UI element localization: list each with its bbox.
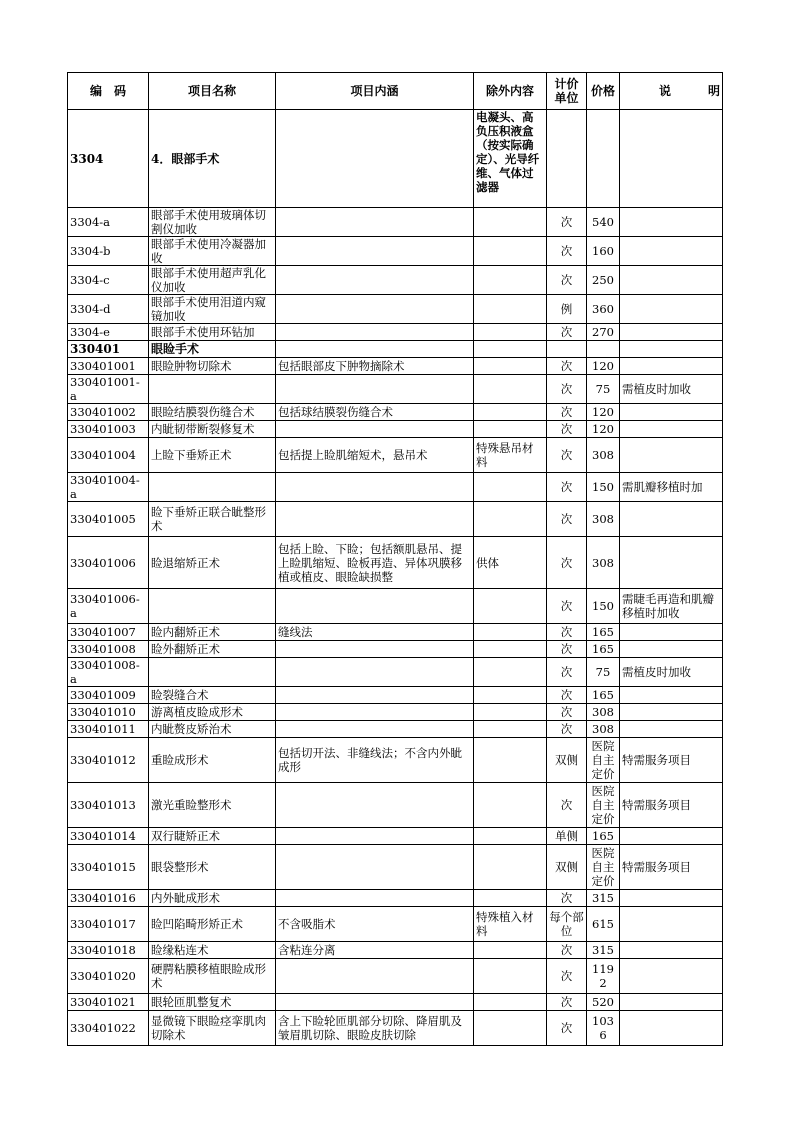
header-code: 编 码: [68, 73, 149, 110]
cell-unit: 次: [547, 704, 587, 721]
cell-remark: 需植皮时加收: [620, 375, 723, 404]
cell-price: 540: [587, 208, 620, 237]
cell-remark: [620, 266, 723, 295]
cell-content: [276, 783, 474, 828]
cell-price: 120: [587, 358, 620, 375]
table-row: [68, 375, 723, 404]
cell-price: 308: [587, 704, 620, 721]
table-row: [68, 959, 723, 994]
header-price: 价格: [587, 73, 620, 110]
table-row: [68, 502, 723, 537]
cell-content: [276, 324, 474, 341]
cell-name: 游离植皮睑成形术: [149, 704, 276, 721]
cell-remark: [620, 907, 723, 942]
cell-code: 330401022: [68, 1011, 149, 1046]
cell-unit: 单侧: [547, 828, 587, 845]
price-table: [67, 72, 723, 1046]
cell-exclude: [474, 324, 547, 341]
cell-content: [276, 994, 474, 1011]
cell-name: 睑下垂矫正联合眦整形术: [149, 502, 276, 537]
table-row: [68, 589, 723, 624]
cell-code: 330401010: [68, 704, 149, 721]
cell-code: 330401007: [68, 624, 149, 641]
cell-exclude: [474, 358, 547, 375]
cell-content: 包括提上睑肌缩短术，悬吊术: [276, 438, 474, 473]
table-row: [68, 845, 723, 890]
cell-remark: [620, 641, 723, 658]
cell-exclude: [474, 641, 547, 658]
table-row: [68, 473, 723, 502]
cell-code: 330401009: [68, 687, 149, 704]
cell-name: [149, 375, 276, 404]
cell-remark: [620, 110, 723, 208]
cell-code: 3304-d: [68, 295, 149, 324]
cell-name: 睑外翻矫正术: [149, 641, 276, 658]
cell-content: [276, 589, 474, 624]
cell-content: 不含吸脂术: [276, 907, 474, 942]
cell-exclude: [474, 783, 547, 828]
cell-exclude: [474, 404, 547, 421]
cell-price: 医院自主定价: [587, 738, 620, 783]
cell-price: 270: [587, 324, 620, 341]
cell-unit: 双侧: [547, 738, 587, 783]
cell-name: 重睑成形术: [149, 738, 276, 783]
cell-unit: 次: [547, 473, 587, 502]
cell-name: 内眦赘皮矫治术: [149, 721, 276, 738]
cell-content: [276, 721, 474, 738]
cell-name: 眼部手术使用超声乳化仪加收: [149, 266, 276, 295]
cell-exclude: [474, 624, 547, 641]
cell-content: [276, 828, 474, 845]
cell-code: 330401006-a: [68, 589, 149, 624]
cell-name: 睑凹陷畸形矫正术: [149, 907, 276, 942]
cell-content: 包括上睑、下睑；包括额肌悬吊、提上睑肌缩短、睑板再造、异体巩膜移植或植皮、眼睑缺损整: [276, 537, 474, 589]
cell-exclude: [474, 959, 547, 994]
cell-exclude: [474, 295, 547, 324]
table-row: [68, 624, 723, 641]
cell-unit: [547, 341, 587, 358]
cell-exclude: 供体: [474, 537, 547, 589]
header-content: 项目内涵: [276, 73, 474, 110]
cell-price: 120: [587, 421, 620, 438]
cell-exclude: [474, 721, 547, 738]
cell-unit: 次: [547, 537, 587, 589]
cell-remark: 特需服务项目: [620, 845, 723, 890]
cell-exclude: [474, 1011, 547, 1046]
cell-code: 330401002: [68, 404, 149, 421]
cell-price: 医院自主定价: [587, 783, 620, 828]
cell-name: [149, 658, 276, 687]
cell-price: 308: [587, 438, 620, 473]
cell-exclude: [474, 687, 547, 704]
table-row: [68, 994, 723, 1011]
cell-unit: 次: [547, 942, 587, 959]
cell-unit: 次: [547, 687, 587, 704]
cell-code: 3304: [68, 110, 149, 208]
cell-content: [276, 658, 474, 687]
cell-name: 内外眦成形术: [149, 890, 276, 907]
cell-name: 内眦韧带断裂修复术: [149, 421, 276, 438]
cell-content: 包括切开法、非缝线法；不含内外眦成形: [276, 738, 474, 783]
cell-name: 眼轮匝肌整复术: [149, 994, 276, 1011]
cell-name: 睑内翻矫正术: [149, 624, 276, 641]
cell-remark: 需肌瓣移植时加: [620, 473, 723, 502]
cell-content: [276, 295, 474, 324]
cell-unit: 次: [547, 721, 587, 738]
cell-price: 165: [587, 624, 620, 641]
cell-code: 330401014: [68, 828, 149, 845]
cell-price: 315: [587, 942, 620, 959]
cell-exclude: [474, 704, 547, 721]
table-row: [68, 738, 723, 783]
cell-name: 4．眼部手术: [149, 110, 276, 208]
cell-content: 包括球结膜裂伤缝合术: [276, 404, 474, 421]
cell-content: 缝线法: [276, 624, 474, 641]
table-row: [68, 907, 723, 942]
cell-price: [587, 341, 620, 358]
cell-unit: 次: [547, 624, 587, 641]
cell-name: 睑退缩矫正术: [149, 537, 276, 589]
cell-code: 330401001: [68, 358, 149, 375]
table-row: [68, 641, 723, 658]
cell-unit: 次: [547, 994, 587, 1011]
cell-exclude: 特殊植入材料: [474, 907, 547, 942]
table-row: [68, 358, 723, 375]
cell-code: 330401016: [68, 890, 149, 907]
cell-price: 165: [587, 687, 620, 704]
cell-exclude: [474, 828, 547, 845]
cell-content: [276, 110, 474, 208]
table-row: [68, 324, 723, 341]
group-row: [68, 110, 723, 208]
cell-exclude: [474, 502, 547, 537]
table-row: [68, 890, 723, 907]
cell-name: 眼睑结膜裂伤缝合术: [149, 404, 276, 421]
table-row: [68, 404, 723, 421]
cell-unit: 次: [547, 421, 587, 438]
cell-unit: 次: [547, 358, 587, 375]
cell-name: 眼睑手术: [149, 341, 276, 358]
cell-unit: 次: [547, 208, 587, 237]
cell-exclude: [474, 473, 547, 502]
cell-name: 双行睫矫正术: [149, 828, 276, 845]
table-row: [68, 295, 723, 324]
cell-content: 包括眼部皮下肿物摘除术: [276, 358, 474, 375]
cell-unit: 次: [547, 641, 587, 658]
cell-remark: 特需服务项目: [620, 738, 723, 783]
group-row: [68, 341, 723, 358]
cell-exclude: [474, 421, 547, 438]
cell-code: 3304-e: [68, 324, 149, 341]
cell-code: 330401018: [68, 942, 149, 959]
table-row: [68, 1011, 723, 1046]
cell-exclude: [474, 266, 547, 295]
cell-unit: 次: [547, 237, 587, 266]
cell-name: 睑缘粘连术: [149, 942, 276, 959]
cell-unit: 每个部位: [547, 907, 587, 942]
cell-exclude: [474, 589, 547, 624]
header-unit: 计价单位: [547, 73, 587, 110]
cell-exclude: [474, 208, 547, 237]
cell-remark: 需睫毛再造和肌瓣移植时加收: [620, 589, 723, 624]
cell-code: 3304-a: [68, 208, 149, 237]
table-body: [68, 110, 723, 1046]
cell-content: [276, 641, 474, 658]
cell-name: 眼部手术使用环钻加: [149, 324, 276, 341]
cell-content: [276, 845, 474, 890]
table-row: [68, 704, 723, 721]
cell-unit: 次: [547, 324, 587, 341]
cell-code: 330401008-a: [68, 658, 149, 687]
header-remark-left: 说: [658, 84, 671, 98]
cell-price: 315: [587, 890, 620, 907]
cell-code: 330401003: [68, 421, 149, 438]
cell-exclude: [474, 890, 547, 907]
header-row: [68, 73, 723, 110]
cell-exclude: [474, 942, 547, 959]
cell-name: 硬腭粘膜移植眼睑成形术: [149, 959, 276, 994]
table-row: [68, 237, 723, 266]
cell-price: 1192: [587, 959, 620, 994]
cell-content: [276, 208, 474, 237]
cell-price: 615: [587, 907, 620, 942]
header-name: 项目名称: [149, 73, 276, 110]
cell-remark: 特需服务项目: [620, 783, 723, 828]
cell-name: 眼部手术使用冷凝器加收: [149, 237, 276, 266]
cell-unit: 次: [547, 502, 587, 537]
cell-unit: 次: [547, 783, 587, 828]
cell-remark: [620, 890, 723, 907]
cell-unit: 次: [547, 959, 587, 994]
cell-code: 330401006: [68, 537, 149, 589]
cell-price: 308: [587, 537, 620, 589]
cell-price: 120: [587, 404, 620, 421]
cell-remark: [620, 421, 723, 438]
cell-content: [276, 266, 474, 295]
cell-code: 330401012: [68, 738, 149, 783]
cell-code: 330401: [68, 341, 149, 358]
cell-exclude: [474, 375, 547, 404]
cell-code: 330401008: [68, 641, 149, 658]
cell-exclude: 电凝头、高负压积液盒（按实际确定）、光导纤维、气体过滤器: [474, 110, 547, 208]
cell-remark: [620, 537, 723, 589]
cell-remark: [620, 959, 723, 994]
cell-exclude: [474, 658, 547, 687]
cell-content: [276, 502, 474, 537]
cell-code: 330401020: [68, 959, 149, 994]
cell-name: 眼部手术使用泪道内窥镜加收: [149, 295, 276, 324]
cell-unit: 次: [547, 375, 587, 404]
cell-content: [276, 687, 474, 704]
cell-price: 医院自主定价: [587, 845, 620, 890]
cell-price: 75: [587, 658, 620, 687]
cell-remark: [620, 721, 723, 738]
cell-name: 眼睑肿物切除术: [149, 358, 276, 375]
cell-remark: [620, 704, 723, 721]
table-row: [68, 783, 723, 828]
header-remark-right: 明: [707, 84, 720, 98]
cell-code: 330401013: [68, 783, 149, 828]
cell-content: [276, 421, 474, 438]
cell-content: [276, 473, 474, 502]
cell-name: 显微镜下眼睑痉挛肌肉切除术: [149, 1011, 276, 1046]
cell-code: 330401021: [68, 994, 149, 1011]
cell-unit: 次: [547, 404, 587, 421]
cell-price: 165: [587, 641, 620, 658]
cell-remark: [620, 358, 723, 375]
cell-code: 3304-c: [68, 266, 149, 295]
cell-content: 含上下睑轮匝肌部分切除、降眉肌及皱眉肌切除、眼睑皮肤切除: [276, 1011, 474, 1046]
cell-remark: [620, 502, 723, 537]
cell-remark: 需植皮时加收: [620, 658, 723, 687]
cell-name: 上睑下垂矫正术: [149, 438, 276, 473]
cell-exclude: [474, 237, 547, 266]
table-row: [68, 208, 723, 237]
cell-price: 360: [587, 295, 620, 324]
cell-unit: 次: [547, 589, 587, 624]
cell-exclude: 特殊悬吊材料: [474, 438, 547, 473]
cell-price: 150: [587, 473, 620, 502]
cell-content: [276, 704, 474, 721]
cell-price: 308: [587, 721, 620, 738]
cell-unit: 次: [547, 266, 587, 295]
cell-unit: 次: [547, 658, 587, 687]
cell-content: 含粘连分离: [276, 942, 474, 959]
cell-name: 眼部手术使用玻璃体切割仪加收: [149, 208, 276, 237]
cell-name: 眼袋整形术: [149, 845, 276, 890]
cell-unit: 次: [547, 890, 587, 907]
cell-remark: [620, 942, 723, 959]
table-row: [68, 942, 723, 959]
table-row: [68, 266, 723, 295]
table-row: [68, 658, 723, 687]
table-row: [68, 828, 723, 845]
cell-price: 150: [587, 589, 620, 624]
cell-price: 308: [587, 502, 620, 537]
cell-code: 330401005: [68, 502, 149, 537]
cell-name: 激光重睑整形术: [149, 783, 276, 828]
cell-price: 520: [587, 994, 620, 1011]
cell-content: [276, 890, 474, 907]
cell-code: 3304-b: [68, 237, 149, 266]
cell-code: 330401001-a: [68, 375, 149, 404]
cell-price: [587, 110, 620, 208]
cell-remark: [620, 324, 723, 341]
cell-unit: 次: [547, 438, 587, 473]
cell-content: [276, 959, 474, 994]
cell-exclude: [474, 845, 547, 890]
cell-exclude: [474, 738, 547, 783]
cell-name: [149, 473, 276, 502]
cell-code: 330401011: [68, 721, 149, 738]
cell-exclude: [474, 994, 547, 1011]
cell-price: 250: [587, 266, 620, 295]
cell-content: [276, 237, 474, 266]
cell-remark: [620, 438, 723, 473]
cell-price: 160: [587, 237, 620, 266]
table-row: [68, 721, 723, 738]
cell-unit: 次: [547, 1011, 587, 1046]
table-row: [68, 438, 723, 473]
cell-remark: [620, 237, 723, 266]
cell-name: 睑裂缝合术: [149, 687, 276, 704]
cell-price: 1036: [587, 1011, 620, 1046]
table-row: [68, 687, 723, 704]
cell-content: [276, 375, 474, 404]
cell-remark: [620, 295, 723, 324]
cell-remark: [620, 208, 723, 237]
cell-code: 330401017: [68, 907, 149, 942]
cell-unit: 例: [547, 295, 587, 324]
cell-remark: [620, 1011, 723, 1046]
cell-content: [276, 341, 474, 358]
table-row: [68, 421, 723, 438]
cell-remark: [620, 341, 723, 358]
header-remark: [620, 73, 723, 110]
cell-remark: [620, 687, 723, 704]
cell-remark: [620, 828, 723, 845]
cell-unit: [547, 110, 587, 208]
cell-remark: [620, 404, 723, 421]
cell-remark: [620, 994, 723, 1011]
header-exclude: 除外内容: [474, 73, 547, 110]
cell-code: 330401004-a: [68, 473, 149, 502]
cell-code: 330401004: [68, 438, 149, 473]
cell-name: [149, 589, 276, 624]
cell-exclude: [474, 341, 547, 358]
table-row: [68, 537, 723, 589]
cell-code: 330401015: [68, 845, 149, 890]
cell-remark: [620, 624, 723, 641]
cell-unit: 双侧: [547, 845, 587, 890]
cell-price: 165: [587, 828, 620, 845]
cell-price: 75: [587, 375, 620, 404]
